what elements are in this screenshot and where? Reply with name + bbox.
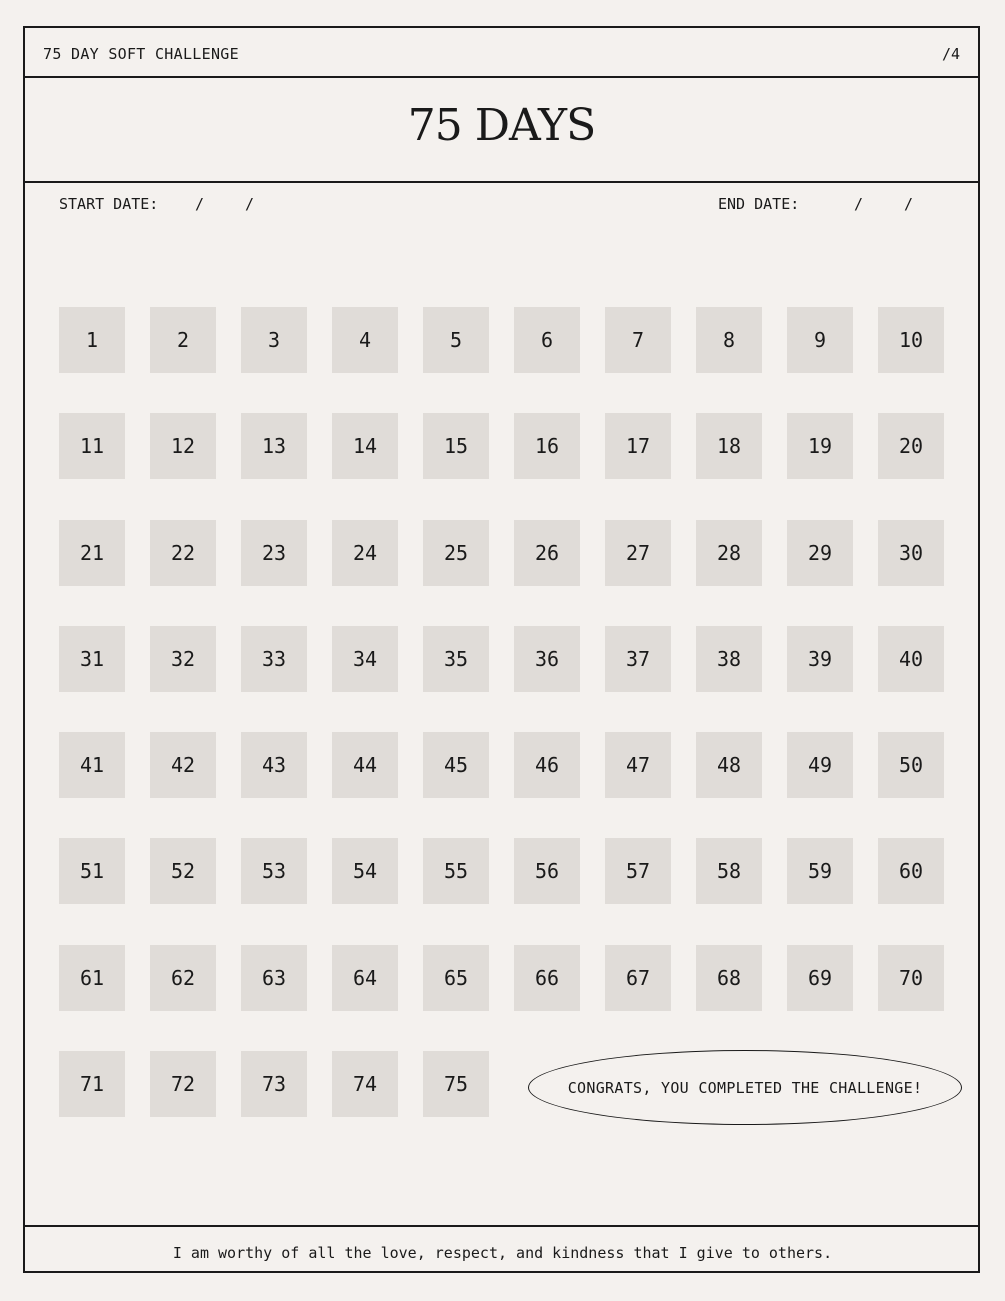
day-box-40	[878, 626, 944, 692]
challenge-name: 75 DAY SOFT CHALLENGE	[43, 45, 239, 63]
day-box-56	[514, 838, 580, 904]
day-box-17	[605, 413, 671, 479]
day-number: 67	[625, 966, 651, 990]
day-number: 61	[79, 966, 105, 990]
day-box-4	[332, 307, 398, 373]
header-bar	[25, 28, 978, 78]
day-number: 38	[716, 647, 742, 671]
day-box-21	[59, 520, 125, 586]
day-number: 32	[170, 647, 196, 671]
day-number: 65	[443, 966, 469, 990]
day-number: 49	[807, 753, 833, 777]
day-box-32	[150, 626, 216, 692]
day-box-14	[332, 413, 398, 479]
day-box-35	[423, 626, 489, 692]
day-number: 31	[79, 647, 105, 671]
day-number: 26	[534, 541, 560, 565]
day-box-5	[423, 307, 489, 373]
day-number: 21	[79, 541, 105, 565]
day-number: 22	[170, 541, 196, 565]
day-box-50	[878, 732, 944, 798]
day-number: 40	[898, 647, 924, 671]
day-box-41	[59, 732, 125, 798]
day-box-70	[878, 945, 944, 1011]
start-date-label: START DATE:	[59, 195, 159, 213]
day-box-6	[514, 307, 580, 373]
day-number: 47	[625, 753, 651, 777]
day-box-73	[241, 1051, 307, 1117]
day-number: 64	[352, 966, 378, 990]
congrats-text: CONGRATS, YOU COMPLETED THE CHALLENGE!	[567, 1078, 923, 1097]
day-number: 72	[170, 1072, 196, 1096]
day-number: 14	[352, 434, 378, 458]
day-box-51	[59, 838, 125, 904]
day-box-16	[514, 413, 580, 479]
day-number: 8	[722, 328, 736, 352]
day-number: 3	[267, 328, 281, 352]
day-number: 13	[261, 434, 287, 458]
day-box-45	[423, 732, 489, 798]
day-box-9	[787, 307, 853, 373]
day-box-29	[787, 520, 853, 586]
day-box-59	[787, 838, 853, 904]
day-box-52	[150, 838, 216, 904]
day-number: 71	[79, 1072, 105, 1096]
day-box-64	[332, 945, 398, 1011]
day-box-57	[605, 838, 671, 904]
day-box-28	[696, 520, 762, 586]
day-box-31	[59, 626, 125, 692]
day-box-25	[423, 520, 489, 586]
day-number: 20	[898, 434, 924, 458]
day-box-61	[59, 945, 125, 1011]
day-number: 68	[716, 966, 742, 990]
day-number: 63	[261, 966, 287, 990]
day-number: 28	[716, 541, 742, 565]
footer-divider	[23, 1225, 980, 1227]
day-number: 57	[625, 859, 651, 883]
day-number: 15	[443, 434, 469, 458]
day-number: 51	[79, 859, 105, 883]
day-number: 17	[625, 434, 651, 458]
day-number: 46	[534, 753, 560, 777]
day-number: 45	[443, 753, 469, 777]
day-box-67	[605, 945, 671, 1011]
start-date-slash-1: /	[195, 195, 205, 213]
day-box-13	[241, 413, 307, 479]
day-box-33	[241, 626, 307, 692]
day-box-43	[241, 732, 307, 798]
day-number: 50	[898, 753, 924, 777]
day-number: 52	[170, 859, 196, 883]
day-number: 4	[358, 328, 372, 352]
day-box-12	[150, 413, 216, 479]
day-box-58	[696, 838, 762, 904]
day-box-54	[332, 838, 398, 904]
day-box-44	[332, 732, 398, 798]
day-number: 42	[170, 753, 196, 777]
day-box-62	[150, 945, 216, 1011]
day-number: 56	[534, 859, 560, 883]
day-number: 5	[449, 328, 463, 352]
day-box-11	[59, 413, 125, 479]
day-number: 2	[176, 328, 190, 352]
day-box-8	[696, 307, 762, 373]
day-box-72	[150, 1051, 216, 1117]
day-box-10	[878, 307, 944, 373]
day-box-27	[605, 520, 671, 586]
day-box-2	[150, 307, 216, 373]
day-number: 59	[807, 859, 833, 883]
day-number: 30	[898, 541, 924, 565]
day-box-65	[423, 945, 489, 1011]
page-number: /4	[941, 45, 960, 63]
day-box-71	[59, 1051, 125, 1117]
day-box-63	[241, 945, 307, 1011]
day-number: 66	[534, 966, 560, 990]
day-box-74	[332, 1051, 398, 1117]
day-number: 48	[716, 753, 742, 777]
day-box-1	[59, 307, 125, 373]
day-box-30	[878, 520, 944, 586]
day-box-7	[605, 307, 671, 373]
day-number: 18	[716, 434, 742, 458]
day-box-34	[332, 626, 398, 692]
day-box-38	[696, 626, 762, 692]
end-date-slash-1: /	[854, 195, 864, 213]
day-number: 75	[443, 1072, 469, 1096]
day-number: 54	[352, 859, 378, 883]
day-box-55	[423, 838, 489, 904]
day-number: 62	[170, 966, 196, 990]
page-title: 75 DAYS	[407, 100, 596, 151]
day-number: 12	[170, 434, 196, 458]
day-number: 73	[261, 1072, 287, 1096]
day-box-15	[423, 413, 489, 479]
day-number: 34	[352, 647, 378, 671]
end-date-slash-2: /	[904, 195, 914, 213]
day-number: 1	[85, 328, 99, 352]
affirmation: I am worthy of all the love, respect, and kindness that I give to others.	[172, 1244, 833, 1262]
day-number: 7	[631, 328, 645, 352]
day-box-18	[696, 413, 762, 479]
day-box-42	[150, 732, 216, 798]
day-number: 37	[625, 647, 651, 671]
day-number: 55	[443, 859, 469, 883]
day-box-66	[514, 945, 580, 1011]
day-number: 29	[807, 541, 833, 565]
day-box-49	[787, 732, 853, 798]
day-box-22	[150, 520, 216, 586]
day-number: 69	[807, 966, 833, 990]
day-number: 19	[807, 434, 833, 458]
day-number: 27	[625, 541, 651, 565]
day-box-75	[423, 1051, 489, 1117]
day-number: 43	[261, 753, 287, 777]
day-box-46	[514, 732, 580, 798]
day-box-68	[696, 945, 762, 1011]
day-number: 41	[79, 753, 105, 777]
day-number: 53	[261, 859, 287, 883]
day-number: 70	[898, 966, 924, 990]
day-number: 23	[261, 541, 287, 565]
day-box-3	[241, 307, 307, 373]
congrats-oval	[528, 1050, 962, 1125]
day-box-60	[878, 838, 944, 904]
day-box-26	[514, 520, 580, 586]
day-number: 58	[716, 859, 742, 883]
day-number: 6	[540, 328, 554, 352]
day-number: 11	[79, 434, 105, 458]
day-number: 24	[352, 541, 378, 565]
day-box-19	[787, 413, 853, 479]
day-number: 39	[807, 647, 833, 671]
day-box-23	[241, 520, 307, 586]
end-date-label: END DATE:	[718, 195, 800, 213]
start-date-slash-2: /	[245, 195, 255, 213]
day-box-37	[605, 626, 671, 692]
day-number: 33	[261, 647, 287, 671]
day-number: 36	[534, 647, 560, 671]
day-box-39	[787, 626, 853, 692]
day-number: 10	[898, 328, 924, 352]
day-box-24	[332, 520, 398, 586]
day-box-69	[787, 945, 853, 1011]
day-box-47	[605, 732, 671, 798]
day-box-48	[696, 732, 762, 798]
day-box-36	[514, 626, 580, 692]
day-box-53	[241, 838, 307, 904]
day-box-20	[878, 413, 944, 479]
day-number: 44	[352, 753, 378, 777]
day-number: 25	[443, 541, 469, 565]
end-date	[718, 195, 914, 213]
start-date	[59, 195, 255, 213]
day-number: 9	[813, 328, 827, 352]
day-number: 60	[898, 859, 924, 883]
title-bar	[25, 76, 978, 183]
day-number: 35	[443, 647, 469, 671]
day-number: 16	[534, 434, 560, 458]
day-number: 74	[352, 1072, 378, 1096]
